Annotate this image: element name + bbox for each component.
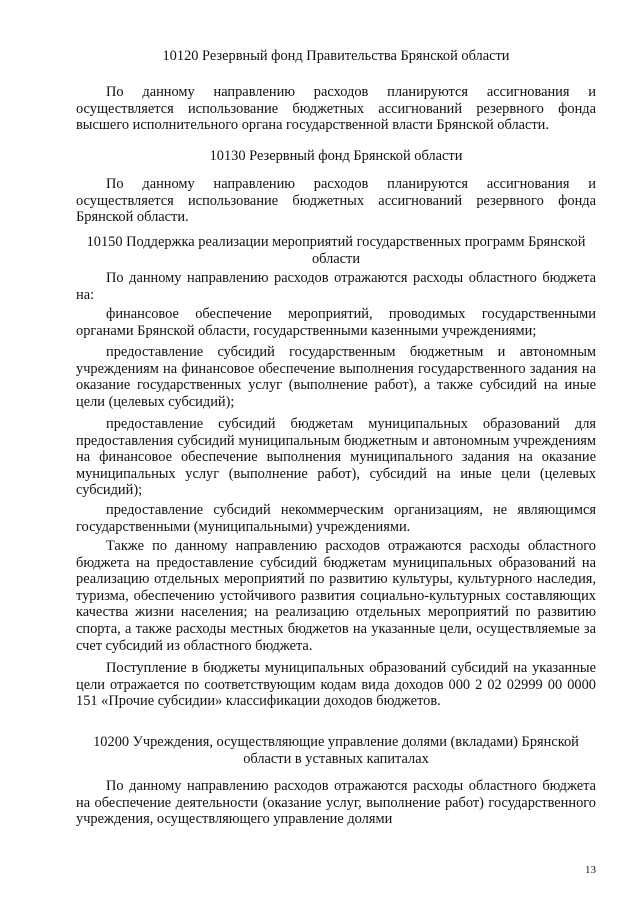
paragraph: По данному направлению расходов отражаются расходы областного бюджета на: — [76, 270, 596, 303]
list-item: предоставление субсидий государственным бюджетным и автономным учреждениям на финансовое обеспечение выполнения государственного задания на оказание государственных услуг (выполнение работ), а также субсидий на иные цели (целевых субсидий); — [76, 344, 596, 410]
list-item: предоставление субсидий некоммерческим организациям, не являющимся государственными (муниципальными) учреждениями. — [76, 502, 596, 535]
paragraph: Поступление в бюджеты муниципальных образований субсидий на указанные цели отражается по соответствующим кодам вида доходов 000 2 02 02999 00 0000 151 «Прочие субсидии» классификации доходов бюджетов. — [76, 660, 596, 710]
paragraph: По данному направлению расходов отражаются расходы областного бюджета на обеспечение деятельности (оказание услуг, выполнение работ) государственного учреждения, осуществляющего управление долями — [76, 778, 596, 828]
section-heading-10200: 10200 Учреждения, осуществляющие управление долями (вкладами) Брянской области в уставных капиталах — [93, 734, 579, 767]
list-item: финансовое обеспечение мероприятий, проводимых государственными органами Брянской области, государственными казенными учреждениями; — [76, 306, 596, 339]
list-item: предоставление субсидий бюджетам муниципальных образований для предоставления субсидий муниципальным бюджетным и автономным учреждениям на финансовое обеспечение выполнения муниципального задания на оказание муниципальных услуг (выполнение работ), субсидий на иные цели (целевых субсидий); — [76, 416, 596, 499]
section-heading-10120: 10120 Резервный фонд Правительства Брянской области — [162, 48, 510, 64]
section-heading-10130: 10130 Резервный фонд Брянской области — [209, 148, 463, 164]
paragraph: По данному направлению расходов планируются ассигнования и осуществляется использование бюджетных ассигнований резервного фонда высшего исполнительного органа государственной власти Брянской области. — [76, 84, 596, 134]
paragraph: Также по данному направлению расходов отражаются расходы областного бюджета на предоставление субсидий бюджетам муниципальных образований на реализацию отдельных мероприятий по развитию культуры, культурного наследия, туризма, обеспечению устойчивого развития социально-культурных составляющих качества жизни населения; на реализацию отдельных мероприятий по развитию спорта, а также расходы местных бюджетов на указанные цели, осуществляемые за счет субсидий из областного бюджета. — [76, 538, 596, 654]
paragraph: По данному направлению расходов планируются ассигнования и осуществляется использование бюджетных ассигнований резервного фонда Брянской области. — [76, 176, 596, 226]
section-heading-10150: 10150 Поддержка реализации мероприятий государственных программ Брянской области — [86, 234, 586, 267]
page-number: 13 — [585, 864, 596, 876]
